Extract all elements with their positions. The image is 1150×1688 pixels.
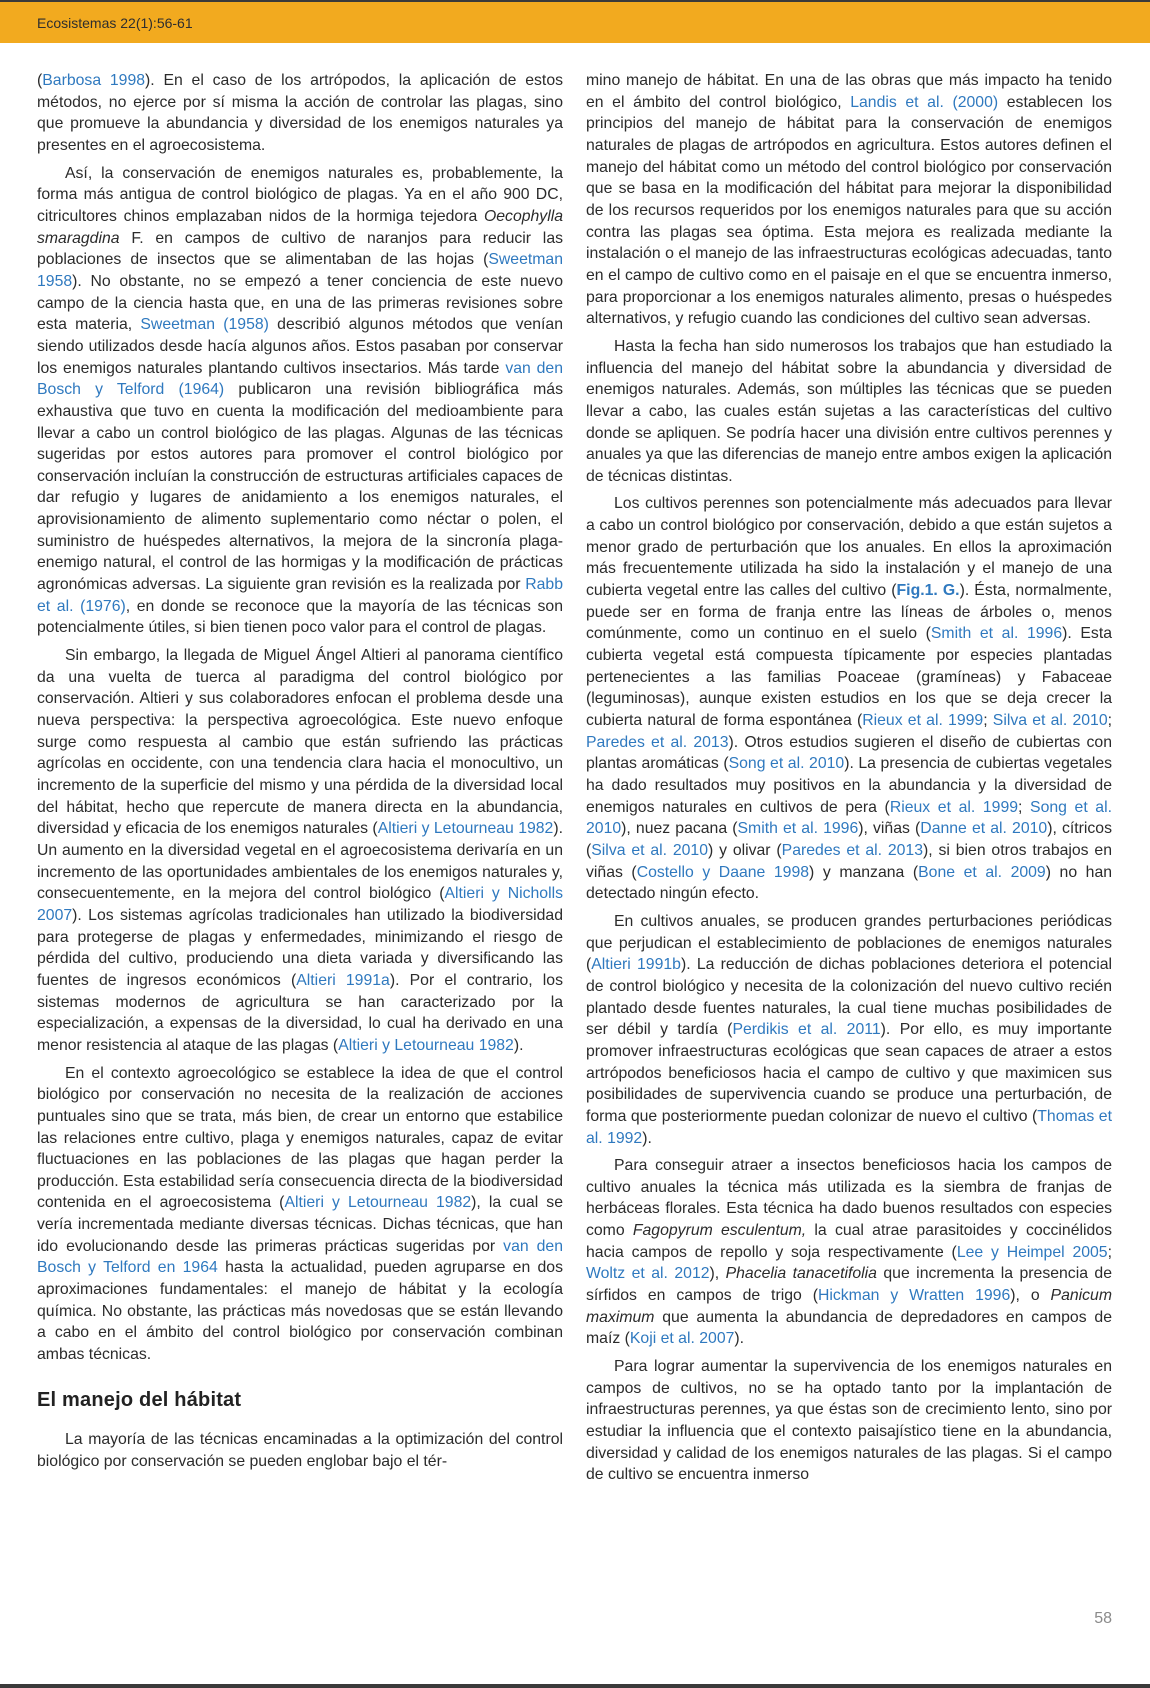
paragraph: En el contexto agroecológico se establece la idea de que el control biológico por conservación no necesita de la realización de acciones puntuales sino que se trata, más bien, de crear un entorno que estabilice las relaciones entre cultivo, plaga y enemigos naturales, capaz de evitar fluctuaciones en las poblaciones de las plagas que hagan perder la producción. Esta estabilidad sería consecuencia directa de la biodiversidad contenida en el agroecosistema (Altieri y Letourneau 1982), la cual se vería incrementada mediante diversas técnicas. Dichas técnicas, que han ido evolucionando desde las primeras prácticas sugeridas por van den Bosch y Telford en 1964 hasta la actualidad, pueden agruparse en dos aproximaciones fundamentales: el manejo de hábitat y la ecología química. No obstante, las prácticas más novedosas que se están llevando a cabo en el ámbito del control biológico por conservación combinan ambas técnicas. (37, 1064, 564, 1364)
page-number: 58 (1094, 1610, 1112, 1627)
citation-link[interactable]: Altieri 1991b (591, 956, 681, 974)
paragraph: Hasta la fecha han sido numerosos los trabajos que han estudiado la influencia del manejo del hábitat sobre la abundancia y diversidad de enemigos naturales. Además, son múltiples las técnicas que se pueden llevar a cabo, las cuales están sujetas a las características del cultivo donde se apliquen. Se podría hacer una división entre cultivos perennes y anuales ya que las diferencias de manejo entre ambos exigen la aplicación de técnicas distintas. (586, 337, 1112, 485)
citation-link[interactable]: Woltz et al. 2012 (586, 1265, 710, 1283)
citation-link[interactable]: Rieux et al. 1999 (862, 712, 984, 730)
citation-link[interactable]: Altieri y Letourneau 1982 (284, 1194, 472, 1212)
bottom-rule (0, 1684, 1150, 1688)
citation-link[interactable]: Silva et al. 2010 (591, 841, 708, 859)
citation-link[interactable]: van den Bosch y Telford en 1964 (37, 1237, 563, 1277)
species-name: Panicum maximum (586, 1287, 1112, 1326)
citation-link[interactable]: Barbosa 1998 (42, 72, 146, 89)
citation-link[interactable]: Smith et al. 1996 (737, 820, 859, 838)
paragraph: Sin embargo, la llegada de Miguel Ángel Altieri al panorama científico da una vuelta de tuerca al paradigma del control biológico por conservación. Altieri y sus colaboradores enfocan el problema desde una nueva perspectiva: la perspectiva agroecológica. Este nuevo enfoque surge como respuesta al cambio que están sufriendo las prácticas agrícolas en occidente, con una tendencia clara hacia el monocultivo, un incremento de la superficie del mismo y una pérdida de la diversidad local del hábitat, hecho que repercute de manera directa en la abundancia, diversidad y eficacia de los enemigos naturales (Altieri y Letourneau 1982). Un aumento en la diversidad vegetal en el agroecosistema derivaría en un incremento de las oportunidades ambientales de los enemigos naturales y, consecuentemente, en la mejora del control biológico (Altieri y Nicholls 2007). Los sistemas agrícolas tradicionales han utilizado la biodiversidad para protegerse de plagas y enfermedades, minimizando el riesgo de pérdida del cultivo, produciendo una dieta variada y diversificando las fuentes de ingresos económicos (Altieri 1991a). Por el contrario, los sistemas modernos de agricultura se han caracterizado por la especialización, a expensas de la diversidad, lo cual ha derivado en una menor resistencia al ataque de las plagas (Altieri y Letourneau 1982). (37, 647, 563, 1054)
journal-title: Ecosistemas 22(1):56-61 (37, 15, 193, 31)
citation-link[interactable]: Thomas et al. 1992 (586, 1107, 1112, 1147)
figure-reference-link[interactable]: Fig.1. G. (896, 582, 960, 600)
citation-link[interactable]: Song et al. 2010 (586, 798, 1112, 838)
left-column (37, 70, 563, 1479)
paragraph: En cultivos anuales, se producen grandes perturbaciones periódicas que perjudican el establecimiento de poblaciones de enemigos naturales (Altieri 1991b). La reducción de dichas poblaciones deteriora el potencial de control biológico y necesita de la colonización del nuevo cultivo recién plantado desde fuentes naturales, la cual tiene muchas posibilidades de ser débil y tardía (Perdikis et al. 2011). Por ello, es muy importante promover infraestructuras ecológicas que sean capaces de atraer a estos artrópodos beneficiosos hacia el campo de cultivo y que maximicen sus posibilidades de supervivencia cuando se produce una perturbación, de forma que posteriormente puedan colonizar de nuevo el cultivo (Thomas et al. 1992). (586, 912, 1112, 1147)
citation-link[interactable]: Silva et al. 2010 (992, 712, 1108, 730)
citation-link[interactable]: Smith et al. 1996 (930, 625, 1063, 643)
citation-link[interactable]: Perdikis et al. 2011 (732, 1021, 881, 1039)
citation-link[interactable]: van den Bosch y Telford (1964) (37, 359, 563, 399)
citation-link[interactable]: Sweetman (1958) (140, 316, 269, 334)
paragraph: La mayoría de las técnicas encaminadas a la optimización del control biológico por conservación se pueden englobar bajo el tér- (37, 1431, 563, 1471)
paragraph: Para lograr aumentar la supervivencia de los enemigos naturales en campos de cultivos, no se ha optado tanto por la implantación de infraestructuras perennes, ya que éstas son de crecimiento lento, sino por estudiar la influencia que el contexto paisajístico tiene en la abundancia, diversidad y calidad de los enemigos naturales de las plagas. Si el campo de cultivo se encuentra inmerso (586, 1358, 1112, 1484)
citation-link[interactable]: Altieri 1991a (296, 971, 390, 989)
citation-link[interactable]: Rieux et al. 1999 (889, 798, 1019, 816)
citation-link[interactable]: Altieri y Nicholls 2007 (37, 885, 563, 924)
citation-link[interactable]: Lee y Heimpel 2005 (956, 1243, 1108, 1261)
citation-link[interactable]: Paredes et al. 2013 (781, 841, 924, 859)
paragraph: Los cultivos perennes son potencialmente más adecuados para llevar a cabo un control biológico por conservación, debido a que están sujetos a menor grado de perturbación que los anuales. En ellos la aproximación más frecuentemente utilizada ha sido la instalación y el manejo de una cubierta vegetal entre las calles del cultivo (Fig.1. G.). Ésta, normalmente, puede ser en forma de franja entre las líneas de árboles o, menos comúnmente, como un continuo en el suelo (Smith et al. 1996). Esta cubierta vegetal está compuesta típicamente por especies plantadas pertenecientes a las familias Poaceae (gramíneas) y Fabaceae (leguminosas), aunque existen estudios en los que se deja crecer la cubierta natural de forma espontánea (Rieux et al. 1999; Silva et al. 2010; Paredes et al. 2013). Otros estudios sugieren el diseño de cubiertas con plantas aromáticas (Song et al. 2010). La presencia de cubiertas vegetales ha dado resultados muy positivos en la abundancia y la diversidad de enemigos naturales en cultivos de pera (Rieux et al. 1999; Song et al. 2010), nuez pacana (Smith et al. 1996), viñas (Danne et al. 2010), cítricos (Silva et al. 2010) y olivar (Paredes et al. 2013), si bien otros trabajos en viñas (Costello y Daane 1998) y manzana (Bone et al. 2009) no han detectado ningún efecto. (586, 495, 1113, 903)
section-heading: El manejo del hábitat (37, 1388, 242, 1411)
citation-link[interactable]: Costello y Daane 1998 (636, 863, 810, 881)
paragraph: Para conseguir atraer a insectos beneficiosos hacia los campos de cultivo anuales la técnica más utilizada es la siembra de franjas de herbáceas florales. Esta técnica ha dado buenos resultados con especies como Fagopyrum esculentum, la cual atrae parasitoides y coccinélidos hacia campos de repollo y soja respectivamente (Lee y Heimpel 2005; Woltz et al. 2012), Phacelia tanacetifolia que incrementa la presencia de sírfidos en campos de trigo (Hickman y Wratten 1996), o Panicum maximum que aumenta la abundancia de depredadores en campos de maíz (Koji et al. 2007). (586, 1157, 1112, 1348)
citation-link[interactable]: Landis et al. (2000) (850, 93, 999, 111)
right-column (586, 70, 1112, 1492)
paragraph: (Barbosa 1998). En el caso de los artrópodos, la aplicación de estos métodos, no ejerce por sí misma la acción de controlar las plagas, sino que promueve la abundancia y diversidad de los enemigos naturales ya presentes en el agroecosistema. (37, 72, 563, 154)
citation-link[interactable]: Song et al. 2010 (728, 755, 845, 773)
journal-header-bar (0, 2, 1150, 43)
citation-link[interactable]: Bone et al. 2009 (918, 863, 1046, 881)
citation-link[interactable]: Altieri y Letourneau 1982 (377, 820, 554, 838)
paragraph: Así, la conservación de enemigos naturales es, probablemente, la forma más antigua de control biológico de plagas. Ya en el año 900 DC, citricultores chinos emplazaban nidos de la hormiga tejedora Oecophylla smaragdina F. en campos de cultivo de naranjos para reducir las poblaciones de insectos que se alimentaban de las hojas (Sweetman 1958). No obstante, no se empezó a tener conciencia de este nuevo campo de la ciencia hasta que, en una de las primeras revisiones sobre esta materia, Sweetman (1958) describió algunos métodos que venían siendo utilizados desde hacía algunos años. Estos pasaban por conservar los enemigos naturales plantando cultivos insectarios. Más tarde van den Bosch y Telford (1964) publicaron una revisión bibliográfica más exhaustiva que tuvo en cuenta la modificación del medioambiente para llevar a cabo un control biológico de las plagas. Algunas de las técnicas sugeridas por estos autores para promover el control biológico por conservación incluían la construcción de estructuras artificiales capaces de dar refugio y lugares de anidamiento a los enemigos naturales, el aprovisionamiento de alimento suplementario como néctar o polen, el suministro de huéspedes alternativos, la mejora de la sincronía plaga-enemigo natural, el control de las hormigas y la modificación de prácticas agronómicas adversas. La siguiente gran revisión es la realizada por Rabb et al. (1976), en donde se reconoce que la mayoría de las técnicas son potencialmente útiles, si bien tienen poco valor para el control de plagas. (37, 164, 564, 637)
species-name: Fagopyrum esculentum, (632, 1222, 807, 1240)
citation-link[interactable]: Hickman y Wratten 1996 (817, 1287, 1011, 1305)
citation-link[interactable]: Danne et al. 2010 (920, 820, 1048, 838)
citation-link[interactable]: Rabb et al. (1976) (37, 576, 563, 615)
paragraph: mino manejo de hábitat. En una de las obras que más impacto ha tenido en el ámbito del control biológico, Landis et al. (2000) establecen los principios del manejo de hábitat para la conservación de enemigos naturales de plagas de artrópodos en agricultura. Estos autores definen el manejo del hábitat como un método del control biológico por conservación que se basa en la modificación del hábitat para mejorar la disponibilidad de los recursos requeridos por los enemigos naturales para que su acción contra las plagas sea óptima. Esta mejora es realizada mediante la instalación o el manejo de las infraestructuras ecológicas adecuadas, tanto en el campo de cultivo como en el paisaje en el que se encuentra inmerso, para proporcionar a los enemigos naturales alimento, presas o huéspedes alternativos, y refugio cuando las condiciones del cultivo sean adversas. (586, 72, 1112, 328)
citation-link[interactable]: Altieri y Letourneau 1982 (338, 1036, 514, 1054)
citation-link[interactable]: Koji et al. 2007 (629, 1330, 735, 1348)
citation-link[interactable]: Sweetman 1958 (37, 251, 563, 290)
citation-link[interactable]: Paredes et al. 2013 (586, 733, 729, 751)
species-name: Phacelia tanacetifolia (725, 1265, 877, 1283)
species-name: Oecophylla smaragdina (37, 207, 563, 247)
